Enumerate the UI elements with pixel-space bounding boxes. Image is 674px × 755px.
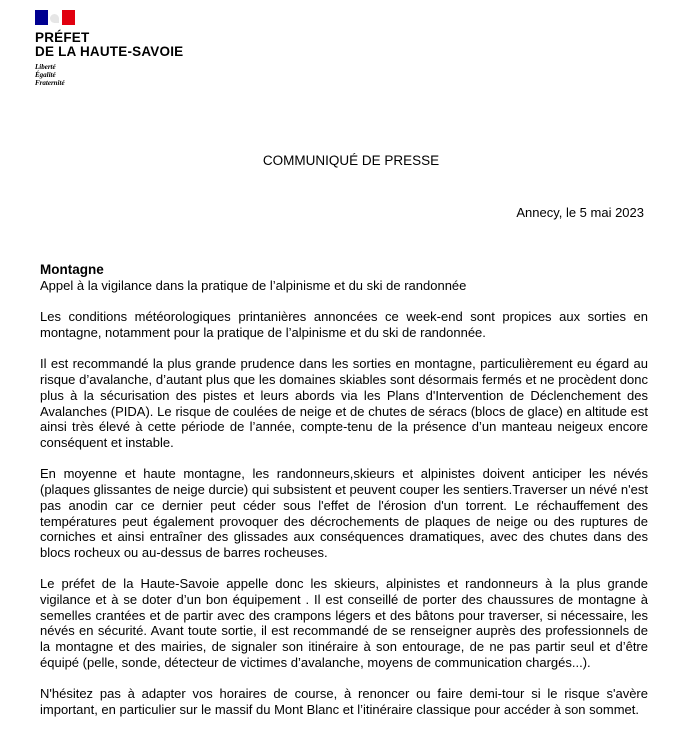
- motto-fraternite: Fraternité: [35, 79, 65, 87]
- paragraph: Il est recommandé la plus grande prudence dans les sorties en montagne, particulièrement eu égard au risque d’avalanche, d’autant plus que les domaines skiables sont désormais fermés et ne procèdent donc plus à la sécurisation des pistes et leurs abords via les Plans d'Intervention de Déclenchement des Avalanches (PIDA). Le risque de coulées de neige et de chutes de séracs (blocs de glace) en altitude est ainsi très élevé à cette période de l’année, compte-tenu de la présence d’un manteau neigeux encore conséquent et instable.: [40, 356, 648, 450]
- prefecture-logo: [35, 10, 205, 87]
- document-body: [40, 262, 648, 733]
- paragraph: Les conditions météorologiques printanières annoncées ce week-end sont propices aux sorties en montagne, notamment pour la pratique de l’alpinisme et du ski de randonnée.: [40, 309, 648, 341]
- prefet-line-2: DE LA HAUTE-SAVOIE: [35, 44, 184, 59]
- paragraph: N'hésitez pas à adapter vos horaires de course, à renoncer ou faire demi-tour si le risque s'avère important, en particulier sur le massif du Mont Blanc et l’itinéraire classique pour accéder à son sommet.: [40, 686, 648, 717]
- document-title: Montagne: [40, 262, 104, 277]
- motto-liberte: Liberté: [35, 63, 56, 71]
- motto-egalite: Égalité: [35, 71, 56, 79]
- paragraph: Le préfet de la Haute-Savoie appelle donc les skieurs, alpinistes et randonneurs à la plus grande vigilance et à se doter d’un bon équipement . Il est conseillé de porter des chaussures de montagne à semelles crantées et de partir avec des crampons légers et des bâtons pour traverser, si nécessaire, les névés en sécurité. Avant toute sortie, il est recommandé de se renseigner auprès des professionnels de la montagne et des mairies, de signaler son itinéraire à son entourage, de ne pas partir seul et d’être équipé (pelle, sonde, détecteur de victimes d’avalanche, moyens de communication chargés...).: [40, 576, 648, 670]
- paragraph: En moyenne et haute montagne, les randonneurs,skieurs et alpinistes doivent anticiper les névés (plaques glissantes de neige durcie) qui subsistent et peuvent couper les sentiers.Traverser un névé n'est pas anodin car ce dernier peut céder sous l'effet de l'érosion d'un torrent. Le réchauffement des températures peut également provoquer des décrochements de plaques de neige ou des ruptures de corniches et ainsi entraîner des glissades aux conséquences dramatiques, avec des chutes dans des blocs rocheux ou au-dessus de barres rocheuses.: [40, 466, 648, 560]
- republic-motto: [35, 63, 205, 87]
- document-date: Annecy, le 5 mai 2023: [516, 205, 644, 220]
- marianne-flag-icon: [35, 10, 75, 25]
- prefet-line-1: PRÉFET: [35, 30, 90, 45]
- document-heading: COMMUNIQUÉ DE PRESSE: [262, 153, 440, 168]
- document-subtitle: Appel à la vigilance dans la pratique de l’alpinisme et du ski de randonnée: [40, 278, 467, 293]
